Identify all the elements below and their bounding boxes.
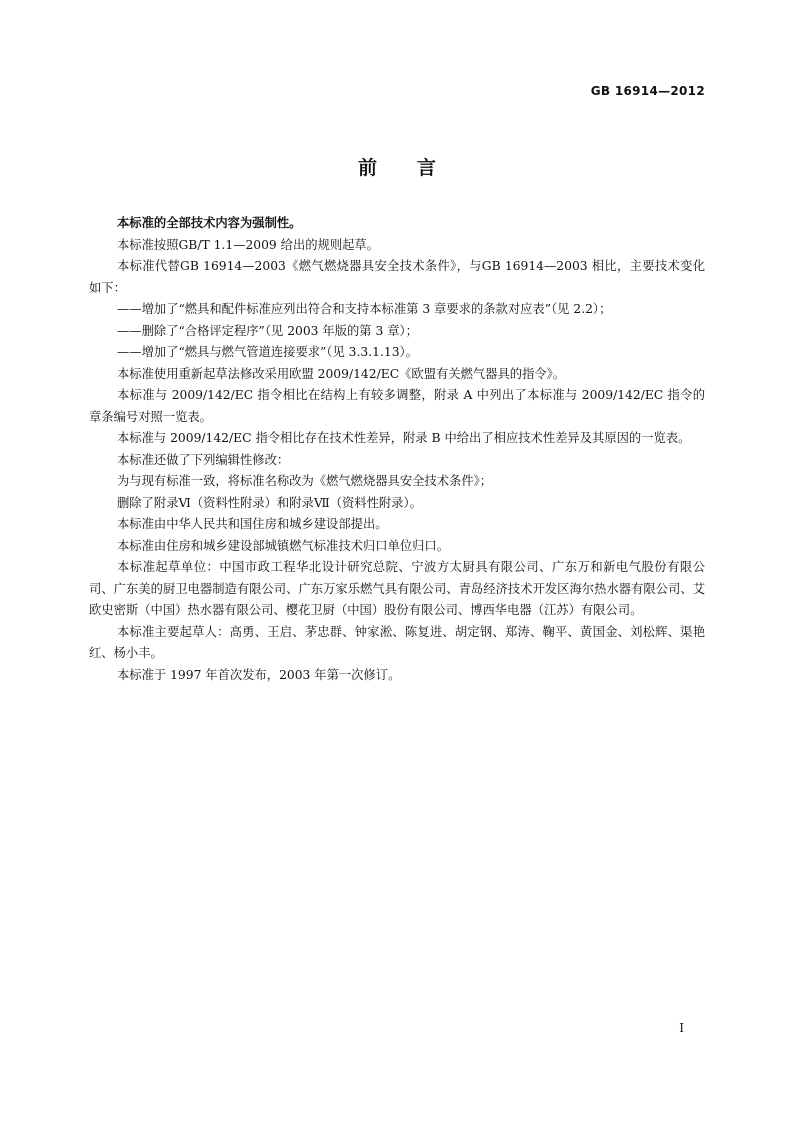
page-title: 前言 <box>357 157 476 179</box>
change-item: ——增加了“燃具与燃气管道连接要求”（见 3.3.1.13）。 <box>117 345 418 359</box>
change-item: ——删除了“合格评定程序”（见 2003 年版的第 3 章）； <box>117 323 418 338</box>
paragraph-technical-differences: 本标准与 2009/142/EC 指令相比存在技术性差异，附录 B 中给出了相应技术性差异及其原因的一览表。 <box>117 431 691 445</box>
paragraph-history: 本标准于 1997 年首次发布，2003 年第一次修订。 <box>117 667 401 682</box>
paragraph-proposed-by: 本标准由中华人民共和国住房和城乡建设部提出。 <box>117 517 388 531</box>
paragraph-replaces: 本标准代替GB 16914—2003《燃气燃烧器具安全技术条件》，与GB 16914—2003 相比，主要技术变化如下： <box>89 259 705 295</box>
document-body <box>89 213 705 686</box>
paragraph-adoption: 本标准使用重新起草法修改采用欧盟 2009/142/EC《欧盟有关燃气器具的指令》。 <box>117 366 566 381</box>
paragraph-under-jurisdiction: 本标准由住房和城乡建设部城镇燃气标准技术归口单位归口。 <box>117 538 450 553</box>
page-number: I <box>679 1021 684 1035</box>
paragraph-structure: 本标准与 2009/142/EC 指令相比在结构上有较多调整，附录 A 中列出了本标准与 2009/142/EC 指令的章条编号对照一览表。 <box>89 388 705 424</box>
paragraph-mandatory: 本标准的全部技术内容为强制性。 <box>117 216 302 230</box>
paragraph-drafting-rules: 本标准按照GB/T 1.1—2009 给出的规则起草。 <box>117 237 380 252</box>
editorial-item: 为与现有标准一致，将标准名称改为《燃气燃烧器具安全技术条件》； <box>117 474 493 488</box>
change-item: ——增加了“燃具和配件标准应列出符合和支持本标准第 3 章要求的条款对应表”（见 2.2）； <box>117 302 612 316</box>
paragraph-drafting-units: 本标准起草单位：中国市政工程华北设计研究总院、宁波方太厨具有限公司、广东万和新电气股份有限公司、广东美的厨卫电器制造有限公司、广东万家乐燃气具有限公司、青岛经济技术开发区海尔热水器有限公司、艾欧史密斯（中国）热水器有限公司、樱花卫厨（中国）股份有限公司、博西华电器（江苏）有限公司。 <box>89 560 705 617</box>
standard-code: GB 16914—2012 <box>590 84 705 98</box>
paragraph-drafters: 本标准主要起草人：高勇、王启、茅忠群、钟家淞、陈复进、胡定钢、郑涛、鞠平、黄国金、刘松辉、渠艳红、杨小丰。 <box>89 624 705 660</box>
editorial-item: 删除了附录Ⅵ（资料性附录）和附录Ⅶ（资料性附录）。 <box>117 495 422 510</box>
paragraph-editorial-changes: 本标准还做了下列编辑性修改： <box>117 452 290 467</box>
